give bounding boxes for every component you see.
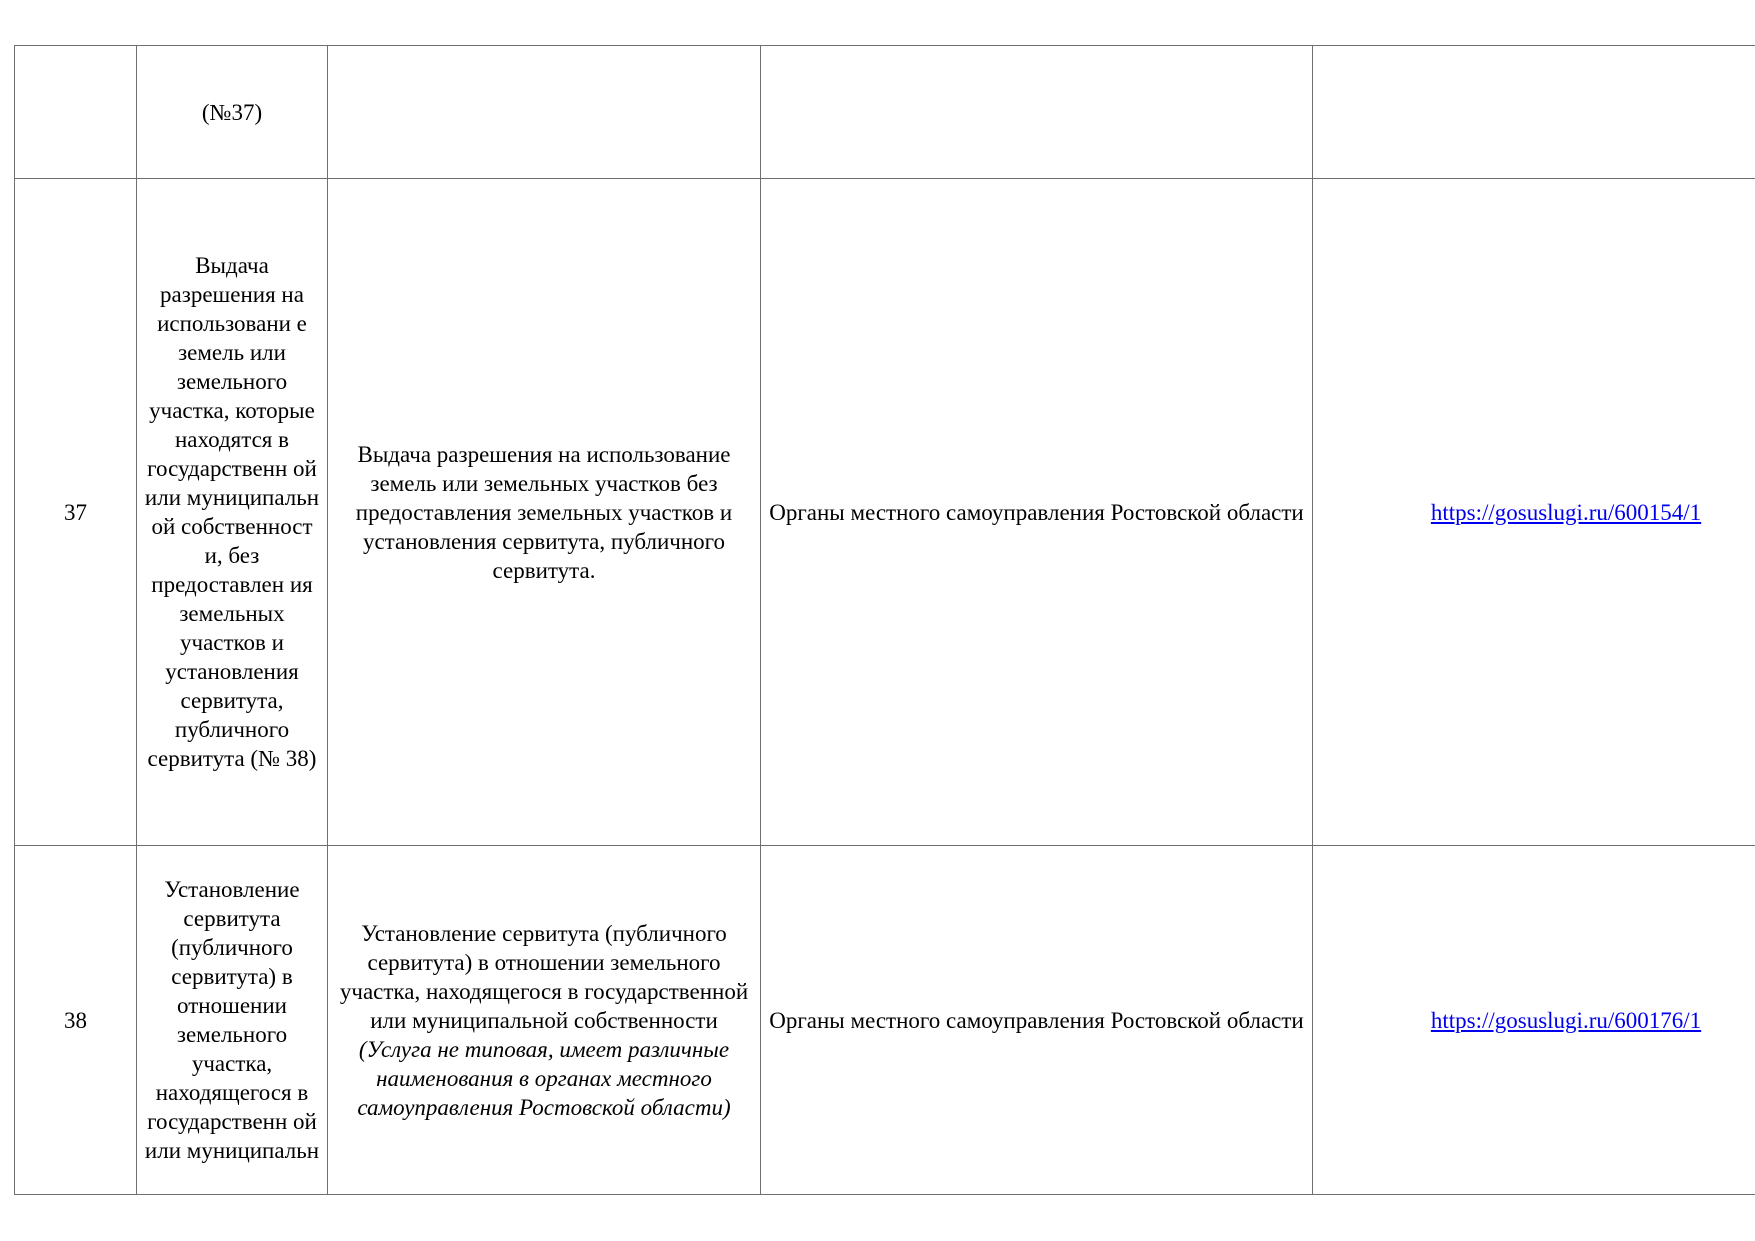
service-name-cell bbox=[137, 46, 328, 179]
organization-cell bbox=[761, 179, 1313, 846]
table-row bbox=[15, 46, 1755, 179]
service-name-cell bbox=[137, 846, 328, 1195]
service-name: Выдача разрешения на использовани е земель или земельного участка, которые находятся в государственн ой или муниципальн ой собственност и, без предоставлен ия земельных участков и установления сервитута, публичного сервитута (№ 38) bbox=[144, 253, 320, 771]
organization-name: Органы местного самоуправления Ростовской области bbox=[769, 499, 1304, 525]
gosuslugi-link[interactable]: https://gosuslugi.ru/600176/1 bbox=[1430, 1007, 1702, 1033]
row-number-cell bbox=[15, 846, 137, 1195]
link-cell bbox=[1313, 179, 1755, 846]
row-number: 37 bbox=[64, 499, 87, 525]
row-number: 38 bbox=[64, 1007, 87, 1033]
link-cell bbox=[1313, 46, 1755, 179]
table-row bbox=[15, 846, 1755, 1195]
service-description: Выдача разрешения на использование земель или земельных участков без предоставления земельных участков и установления сервитута, публичного сервитута. bbox=[355, 441, 733, 583]
gosuslugi-link[interactable]: https://gosuslugi.ru/600154/1 bbox=[1430, 499, 1702, 525]
organization-name: Органы местного самоуправления Ростовской области bbox=[769, 1007, 1304, 1033]
table-row bbox=[15, 179, 1755, 846]
services-table bbox=[14, 45, 1755, 1195]
service-description-cell bbox=[328, 846, 761, 1195]
service-description-cell bbox=[328, 179, 761, 846]
link-cell bbox=[1313, 846, 1755, 1195]
service-name: (№37) bbox=[201, 99, 263, 125]
service-description: Установление сервитута (публичного сервитута) в отношении земельного участка, находящегося в государственной или муниципальной собственности bbox=[339, 920, 749, 1033]
organization-cell bbox=[761, 846, 1313, 1195]
row-number-cell bbox=[15, 179, 137, 846]
organization-cell bbox=[761, 46, 1313, 179]
service-description-cell bbox=[328, 46, 761, 179]
row-number-cell bbox=[15, 46, 137, 179]
service-name-cell bbox=[137, 179, 328, 846]
service-description-note: (Услуга не типовая, имеет различные наименования в органах местного самоуправления Ростовской области) bbox=[357, 1036, 731, 1120]
service-name: Установление сервитута (публичного сервитута) в отношении земельного участка, находящегося в государственн ой или муниципальн bbox=[144, 877, 320, 1163]
